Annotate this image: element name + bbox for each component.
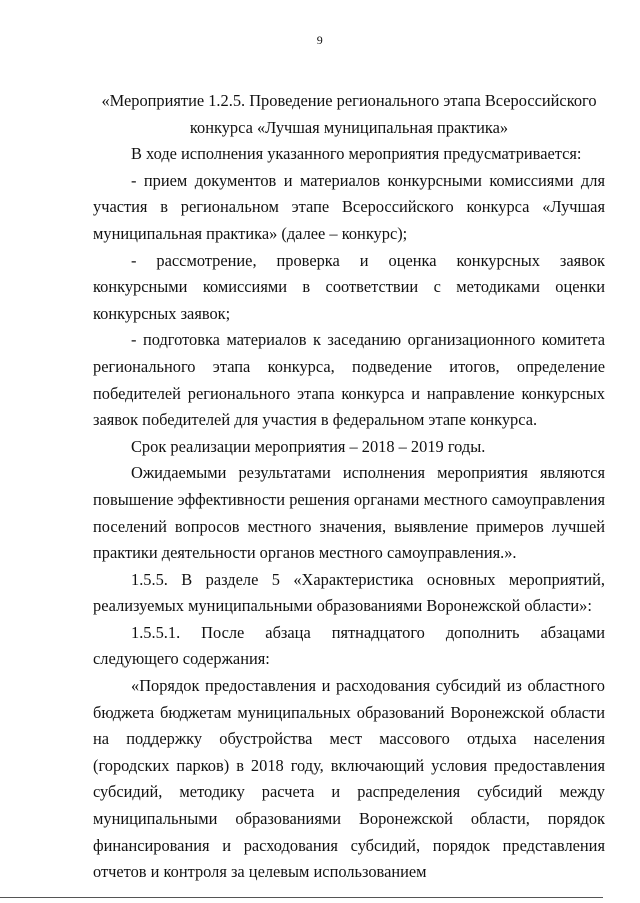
section-heading-line-1: «Мероприятие 1.2.5. Проведение регионального этапа Всероссийского: [101, 91, 597, 110]
paragraph-item-documents: - прием документов и материалов конкурсными комиссиями для участия в региональном этапе Всероссийского конкурса «Лучшая муниципальная практика» (далее – конкурс);: [93, 170, 605, 243]
paragraph-term: Срок реализации мероприятия – 2018 – 2019 годы.: [131, 436, 486, 456]
section-heading-line-2: конкурса «Лучшая муниципальная практика»: [189, 117, 509, 137]
paragraph-item-review: - рассмотрение, проверка и оценка конкурсных заявок конкурсными комиссиями в соответствии с методиками оценки конкурсных заявок;: [93, 250, 605, 323]
document-body: [93, 88, 605, 886]
page-bottom-rule: [0, 897, 603, 898]
paragraph-section-1-5-5-1: 1.5.5.1. После абзаца пятнадцатого дополнить абзацами следующего содержания:: [93, 622, 605, 669]
paragraph-intro: В ходе исполнения указанного мероприятия предусматривается:: [131, 144, 582, 164]
paragraph-item-preparation: - подготовка материалов к заседанию организационного комитета регионального этапа конкурса, подведение итогов, определение победителей регионального этапа конкурса и направление конкурсных заявок победителей для участия в федеральном этапе конкурса.: [93, 330, 605, 430]
page-number: 9: [316, 33, 324, 47]
paragraph-section-1-5-5: 1.5.5. В разделе 5 «Характеристика основных мероприятий, реализуемых муниципальными образованиями Воронежской области»:: [93, 569, 605, 616]
paragraph-expected-results: Ожидаемыми результатами исполнения мероприятия являются повышение эффективности решения органами местного самоуправления поселений вопросов местного значения, выявление примеров лучшей практики деятельности органов местного самоуправления.».: [93, 463, 605, 563]
paragraph-subsidy-procedure: «Порядок предоставления и расходования субсидий из областного бюджета бюджетам муниципальных образований Воронежской области на поддержку обустройства мест массового отдыха населения (городских парков) в 2018 году, включающий условия предоставления субсидий, методику расчета и распределения субсидий между муниципальными образованиями Воронежской области, порядок финансирования и расходования субсидий, порядок представления отчетов и контроля за целевым использованием: [93, 676, 605, 882]
